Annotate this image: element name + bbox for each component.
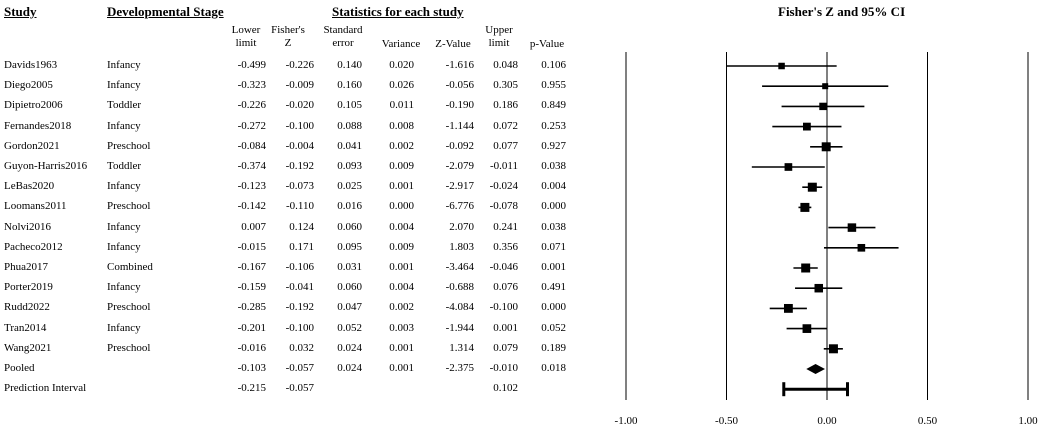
row-11-p: 0.491 xyxy=(541,281,566,294)
effect-marker-4 xyxy=(822,142,831,151)
row-5-study: Guyon-Harris2016 xyxy=(4,160,88,172)
statistics-header: Statistics for each study xyxy=(332,4,464,19)
row-4-se: 0.041 xyxy=(337,139,362,152)
row-3-study: Fernandes2018 xyxy=(4,119,72,132)
row-5-stage: Toddler xyxy=(107,160,142,172)
row-4-z: -0.004 xyxy=(285,139,314,152)
forest-plot-title: Fisher's Z and 95% CI xyxy=(778,4,906,19)
effect-marker-14 xyxy=(829,344,838,353)
row-10-lower: -0.167 xyxy=(237,261,266,273)
row-6-upper: -0.024 xyxy=(489,180,518,193)
row-10-z: -0.106 xyxy=(285,261,314,273)
row-15-p: 0.018 xyxy=(541,362,566,374)
study-column-header: Study xyxy=(4,4,37,19)
row-8-lower: 0.007 xyxy=(241,220,266,233)
row-5-zvalue: -2.079 xyxy=(445,160,474,172)
row-13-variance: 0.003 xyxy=(389,321,414,334)
x-tick-label-1: -0.50 xyxy=(715,415,738,426)
row-11-study: Porter2019 xyxy=(4,281,53,294)
row-14-p: 0.189 xyxy=(541,341,566,354)
row-7-variance: 0.000 xyxy=(389,200,414,213)
effect-marker-12 xyxy=(784,304,793,313)
row-15-zvalue: -2.375 xyxy=(445,362,474,374)
row-12-se: 0.047 xyxy=(337,301,362,314)
row-13-lower: -0.201 xyxy=(237,321,266,334)
row-11-variance: 0.004 xyxy=(389,281,414,294)
row-15-variance: 0.001 xyxy=(389,362,414,374)
row-9-zvalue: 1.803 xyxy=(449,240,474,253)
row-9-variance: 0.009 xyxy=(389,240,414,253)
row-12-z: -0.192 xyxy=(285,301,314,314)
row-15-upper: -0.010 xyxy=(489,362,518,374)
z-value-header: Z-Value xyxy=(435,38,471,50)
pooled-diamond xyxy=(806,364,825,374)
row-15-se: 0.024 xyxy=(337,362,362,374)
row-9-p: 0.071 xyxy=(541,240,566,253)
row-12-stage: Preschool xyxy=(107,301,151,314)
row-0-upper: 0.048 xyxy=(493,59,518,71)
row-16-lower: -0.215 xyxy=(237,382,266,395)
row-3-variance: 0.008 xyxy=(389,119,414,132)
row-2-zvalue: -0.190 xyxy=(445,99,474,112)
row-9-se: 0.095 xyxy=(337,240,362,253)
row-0-study: Davids1963 xyxy=(4,59,58,71)
row-13-zvalue: -1.944 xyxy=(445,321,474,334)
row-14-stage: Preschool xyxy=(107,341,151,354)
row-1-p: 0.955 xyxy=(541,79,566,92)
row-1-se: 0.160 xyxy=(337,79,362,92)
effect-marker-6 xyxy=(808,183,817,192)
row-9-lower: -0.015 xyxy=(237,240,266,253)
p-value-header: p-Value xyxy=(529,38,565,50)
effect-marker-5 xyxy=(785,163,793,171)
row-2-variance: 0.011 xyxy=(389,99,414,112)
row-7-p: 0.000 xyxy=(541,200,566,213)
effect-marker-7 xyxy=(800,203,809,212)
row-0-lower: -0.499 xyxy=(237,59,266,71)
row-16-z: -0.057 xyxy=(285,382,314,395)
row-6-se: 0.025 xyxy=(337,180,362,193)
row-10-upper: -0.046 xyxy=(489,261,518,273)
row-14-variance: 0.001 xyxy=(389,341,414,354)
variance-header: Variance xyxy=(381,38,421,50)
row-1-study: Diego2005 xyxy=(4,79,53,92)
row-7-upper: -0.078 xyxy=(489,200,518,213)
x-tick-label-0: -1.00 xyxy=(614,415,638,426)
row-2-p: 0.849 xyxy=(541,99,566,112)
row-13-stage: Infancy xyxy=(107,321,141,334)
row-16-study: Prediction Interval xyxy=(4,382,87,395)
row-8-variance: 0.004 xyxy=(389,220,414,233)
x-tick-label-2: 0.00 xyxy=(817,415,837,426)
row-11-zvalue: -0.688 xyxy=(445,281,474,294)
standard-error-header: Standard error xyxy=(323,24,363,49)
effect-marker-2 xyxy=(819,103,826,110)
row-8-study: Nolvi2016 xyxy=(4,220,52,233)
row-7-se: 0.016 xyxy=(337,200,362,213)
row-4-variance: 0.002 xyxy=(389,139,414,152)
effect-marker-9 xyxy=(858,244,866,252)
row-0-zvalue: -1.616 xyxy=(445,59,474,71)
row-7-lower: -0.142 xyxy=(237,200,266,213)
row-6-study: LeBas2020 xyxy=(4,180,55,193)
row-14-z: 0.032 xyxy=(289,341,314,354)
row-9-z: 0.171 xyxy=(289,240,314,253)
row-14-study: Wang2021 xyxy=(4,341,52,354)
row-0-se: 0.140 xyxy=(337,59,362,71)
row-13-p: 0.052 xyxy=(541,321,566,334)
row-14-se: 0.024 xyxy=(337,341,362,354)
row-8-upper: 0.241 xyxy=(493,220,518,233)
effect-marker-10 xyxy=(801,264,810,273)
row-11-stage: Infancy xyxy=(107,281,141,294)
row-3-stage: Infancy xyxy=(107,119,141,132)
effect-marker-8 xyxy=(848,223,857,232)
row-7-zvalue: -6.776 xyxy=(445,200,474,213)
row-1-z: -0.009 xyxy=(285,79,314,92)
row-2-upper: 0.186 xyxy=(493,99,518,112)
row-12-p: 0.000 xyxy=(541,301,566,314)
x-tick-label-4: 1.00 xyxy=(1018,415,1038,426)
row-13-study: Tran2014 xyxy=(4,321,47,334)
row-0-z: -0.226 xyxy=(285,59,314,71)
row-10-zvalue: -3.464 xyxy=(445,261,474,273)
row-8-zvalue: 2.070 xyxy=(449,220,474,233)
row-0-p: 0.106 xyxy=(541,59,566,71)
row-6-zvalue: -2.917 xyxy=(445,180,474,193)
row-6-p: 0.004 xyxy=(541,180,566,193)
row-4-stage: Preschool xyxy=(107,139,151,152)
row-8-p: 0.038 xyxy=(541,220,566,233)
row-10-se: 0.031 xyxy=(337,261,362,273)
row-6-variance: 0.001 xyxy=(389,180,414,193)
row-10-study: Phua2017 xyxy=(4,261,48,273)
row-13-upper: 0.001 xyxy=(493,321,518,334)
row-2-se: 0.105 xyxy=(337,99,362,112)
row-3-z: -0.100 xyxy=(285,119,314,132)
row-14-upper: 0.079 xyxy=(493,341,518,354)
row-1-variance: 0.026 xyxy=(389,79,414,92)
row-12-study: Rudd2022 xyxy=(4,301,50,314)
row-13-se: 0.052 xyxy=(337,321,362,334)
row-10-p: 0.001 xyxy=(541,261,566,273)
stage-column-header: Developmental Stage xyxy=(107,4,224,19)
row-14-zvalue: 1.314 xyxy=(449,341,474,354)
row-6-lower: -0.123 xyxy=(237,180,266,193)
row-6-stage: Infancy xyxy=(107,180,141,193)
effect-marker-0 xyxy=(778,63,785,70)
row-7-study: Loomans2011 xyxy=(4,200,67,213)
row-2-z: -0.020 xyxy=(285,99,314,112)
row-9-stage: Infancy xyxy=(107,240,141,253)
row-8-z: 0.124 xyxy=(289,220,314,233)
row-5-lower: -0.374 xyxy=(237,160,266,172)
row-3-zvalue: -1.144 xyxy=(445,119,474,132)
row-1-zvalue: -0.056 xyxy=(445,79,474,92)
row-14-lower: -0.016 xyxy=(237,341,266,354)
row-2-stage: Toddler xyxy=(107,99,142,112)
row-4-lower: -0.084 xyxy=(237,139,266,152)
row-12-variance: 0.002 xyxy=(389,301,414,314)
lower-limit-header: Lower limit xyxy=(231,24,261,49)
row-1-stage: Infancy xyxy=(107,79,141,92)
row-0-stage: Infancy xyxy=(107,59,141,71)
effect-marker-11 xyxy=(815,284,824,293)
row-15-lower: -0.103 xyxy=(237,362,266,374)
row-5-se: 0.093 xyxy=(337,160,362,172)
row-3-lower: -0.272 xyxy=(237,119,266,132)
fishers-z-header: Fisher's Z xyxy=(271,24,305,49)
row-12-upper: -0.100 xyxy=(489,301,518,314)
row-5-variance: 0.009 xyxy=(389,160,414,172)
row-4-p: 0.927 xyxy=(541,139,566,152)
row-15-study: Pooled xyxy=(4,362,35,374)
effect-marker-3 xyxy=(803,123,811,131)
row-4-upper: 0.077 xyxy=(493,139,518,152)
effect-marker-13 xyxy=(803,324,812,333)
row-3-se: 0.088 xyxy=(337,119,362,132)
row-11-se: 0.060 xyxy=(337,281,362,294)
row-11-lower: -0.159 xyxy=(237,281,266,294)
row-6-z: -0.073 xyxy=(285,180,314,193)
row-4-study: Gordon2021 xyxy=(4,139,60,152)
row-11-z: -0.041 xyxy=(285,281,314,294)
row-12-lower: -0.285 xyxy=(237,301,266,314)
row-13-z: -0.100 xyxy=(285,321,314,334)
row-10-stage: Combined xyxy=(107,261,153,273)
row-7-stage: Preschool xyxy=(107,200,151,213)
upper-limit-header: Upper limit xyxy=(485,24,513,49)
row-1-lower: -0.323 xyxy=(237,79,266,92)
row-1-upper: 0.305 xyxy=(493,79,518,92)
row-5-p: 0.038 xyxy=(541,160,566,172)
row-10-variance: 0.001 xyxy=(389,261,414,273)
x-tick-label-3: 0.50 xyxy=(917,415,938,426)
effect-marker-1 xyxy=(822,83,828,89)
row-8-se: 0.060 xyxy=(337,220,362,233)
row-15-z: -0.057 xyxy=(285,362,314,374)
row-2-lower: -0.226 xyxy=(237,99,266,112)
row-9-study: Pacheco2012 xyxy=(4,240,63,253)
row-7-z: -0.110 xyxy=(285,200,314,213)
row-9-upper: 0.356 xyxy=(493,240,518,253)
row-5-z: -0.192 xyxy=(285,160,314,172)
row-0-variance: 0.020 xyxy=(389,59,414,71)
row-11-upper: 0.076 xyxy=(493,281,518,294)
row-16-upper: 0.102 xyxy=(493,382,518,395)
row-12-zvalue: -4.084 xyxy=(445,301,474,314)
row-3-p: 0.253 xyxy=(541,119,566,132)
row-2-study: Dipietro2006 xyxy=(4,99,63,112)
row-3-upper: 0.072 xyxy=(493,119,518,132)
row-8-stage: Infancy xyxy=(107,220,141,233)
row-5-upper: -0.011 xyxy=(489,160,518,172)
row-4-zvalue: -0.092 xyxy=(445,139,474,152)
